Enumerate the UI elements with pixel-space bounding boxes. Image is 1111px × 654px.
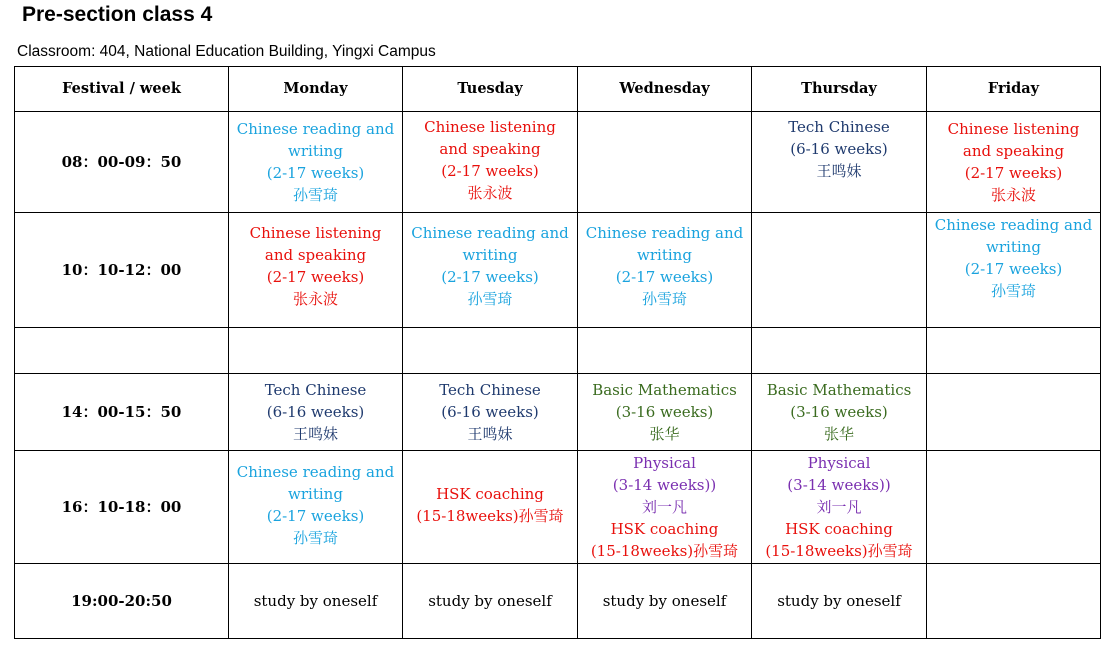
class-line: HSK coaching: [785, 520, 893, 538]
time-cell: 19:00-20:50: [15, 564, 229, 639]
header-wednesday: Wednesday: [578, 67, 752, 112]
class-line: writing: [288, 142, 343, 160]
class-line: Chinese listening: [249, 224, 382, 242]
class-line: 孙雪琦: [641, 290, 687, 308]
class-line: HSK coaching: [436, 485, 544, 503]
table-row: [15, 213, 1101, 328]
class-cell: [927, 112, 1101, 213]
class-line: Chinese reading and: [934, 216, 1093, 234]
header-thursday: Thursday: [752, 67, 927, 112]
class-line: (6-16 weeks): [441, 403, 539, 421]
class-line: (15-18weeks)孙雪琦: [590, 542, 739, 560]
class-line: 刘一凡: [641, 498, 687, 516]
class-line: 王鸣妹: [467, 425, 513, 443]
class-cell-empty: [752, 213, 927, 328]
class-line: 王鸣妹: [292, 425, 338, 443]
class-line: (6-16 weeks): [790, 140, 888, 158]
class-line: 张华: [649, 425, 680, 443]
class-line: and speaking: [264, 246, 367, 264]
header-monday: Monday: [229, 67, 403, 112]
class-line: (2-17 weeks): [615, 268, 714, 286]
class-cell-empty: [229, 328, 403, 374]
class-line: (3-16 weeks): [790, 403, 888, 421]
class-cell: [229, 451, 403, 564]
class-line: (2-17 weeks): [266, 507, 365, 525]
class-line: Chinese reading and: [236, 463, 395, 481]
class-cell: [403, 213, 578, 328]
class-line: (6-16 weeks): [266, 403, 365, 421]
class-line: writing: [986, 238, 1041, 256]
time-cell: 10：10-12：00: [15, 213, 229, 328]
class-line: and speaking: [962, 142, 1065, 160]
class-line: and speaking: [439, 140, 541, 158]
class-cell: [229, 213, 403, 328]
class-line: (3-14 weeks)): [612, 476, 717, 494]
class-line: HSK coaching: [610, 520, 719, 538]
class-line: (15-18weeks)孙雪琦: [416, 507, 564, 525]
class-line: Physical: [633, 454, 696, 472]
class-line: Chinese reading and: [236, 120, 395, 138]
time-cell: 14：00-15：50: [15, 374, 229, 451]
class-line: 张永波: [467, 184, 513, 202]
class-line: study by oneself: [428, 592, 552, 610]
class-line: (15-18weeks)孙雪琦: [765, 542, 913, 560]
class-cell-empty: [927, 564, 1101, 639]
class-cell: [752, 374, 927, 451]
class-cell: [229, 374, 403, 451]
class-cell: [752, 112, 927, 213]
time-cell-empty: [15, 328, 229, 374]
page-title: Pre-section class 4: [22, 3, 213, 26]
class-cell-empty: [578, 112, 752, 213]
header-row: [15, 67, 1101, 112]
class-line: study by oneself: [253, 592, 378, 610]
class-cell: [752, 451, 927, 564]
class-cell: [403, 451, 578, 564]
class-line: Tech Chinese: [264, 381, 367, 399]
class-line: writing: [637, 246, 692, 264]
class-line: (2-17 weeks): [266, 268, 365, 286]
class-line: (2-17 weeks): [964, 164, 1063, 182]
classroom-info: Classroom: 404, National Education Building, Yingxi Campus: [17, 43, 436, 60]
header-tuesday: Tuesday: [403, 67, 578, 112]
class-cell-empty: [578, 328, 752, 374]
table-row: [15, 374, 1101, 451]
class-line: 孙雪琦: [292, 529, 338, 547]
class-line: (2-17 weeks): [964, 260, 1063, 278]
class-cell: [403, 564, 578, 639]
class-cell-empty: [927, 374, 1101, 451]
class-line: Chinese reading and: [411, 224, 569, 242]
class-line: (3-14 weeks)): [787, 476, 891, 494]
class-line: Basic Mathematics: [592, 381, 737, 399]
class-line: study by oneself: [602, 592, 727, 610]
class-line: Tech Chinese: [788, 118, 890, 136]
class-line: 刘一凡: [816, 498, 862, 516]
schedule-table: [14, 66, 1101, 639]
table-row: [15, 112, 1101, 213]
class-line: Physical: [807, 454, 871, 472]
class-cell-empty: [752, 328, 927, 374]
class-line: Chinese listening: [424, 118, 556, 136]
class-cell: [578, 213, 752, 328]
class-line: 张永波: [990, 186, 1036, 204]
time-cell: 08：00-09：50: [15, 112, 229, 213]
class-cell: [403, 112, 578, 213]
class-cell: [578, 564, 752, 639]
class-cell: [229, 564, 403, 639]
class-line: writing: [288, 485, 343, 503]
table-row: [15, 564, 1101, 639]
class-cell-empty: [927, 451, 1101, 564]
class-line: study by oneself: [777, 592, 901, 610]
class-line: writing: [462, 246, 518, 264]
class-cell: [752, 564, 927, 639]
class-cell: [578, 451, 752, 564]
table-row-break: [15, 328, 1101, 374]
class-line: 孙雪琦: [292, 186, 338, 204]
class-cell: [229, 112, 403, 213]
class-line: (2-17 weeks): [441, 268, 539, 286]
class-cell: [927, 213, 1101, 328]
class-line: 张华: [823, 425, 854, 443]
class-line: 张永波: [292, 290, 338, 308]
class-cell: [403, 374, 578, 451]
class-line: Tech Chinese: [439, 381, 541, 399]
class-line: (2-17 weeks): [266, 164, 365, 182]
class-line: 王鸣妹: [816, 162, 862, 180]
table-row: [15, 451, 1101, 564]
class-line: 孙雪琦: [990, 282, 1036, 300]
class-cell-empty: [927, 328, 1101, 374]
class-line: (2-17 weeks): [441, 162, 539, 180]
class-line: Basic Mathematics: [766, 381, 912, 399]
header-period: Festival / week: [15, 67, 229, 112]
class-line: 孙雪琦: [467, 290, 513, 308]
time-cell: 16：10-18：00: [15, 451, 229, 564]
class-cell-empty: [403, 328, 578, 374]
class-line: Chinese reading and: [585, 224, 744, 242]
class-cell: [578, 374, 752, 451]
class-line: Chinese listening: [947, 120, 1080, 138]
header-friday: Friday: [927, 67, 1101, 112]
class-line: (3-16 weeks): [615, 403, 714, 421]
